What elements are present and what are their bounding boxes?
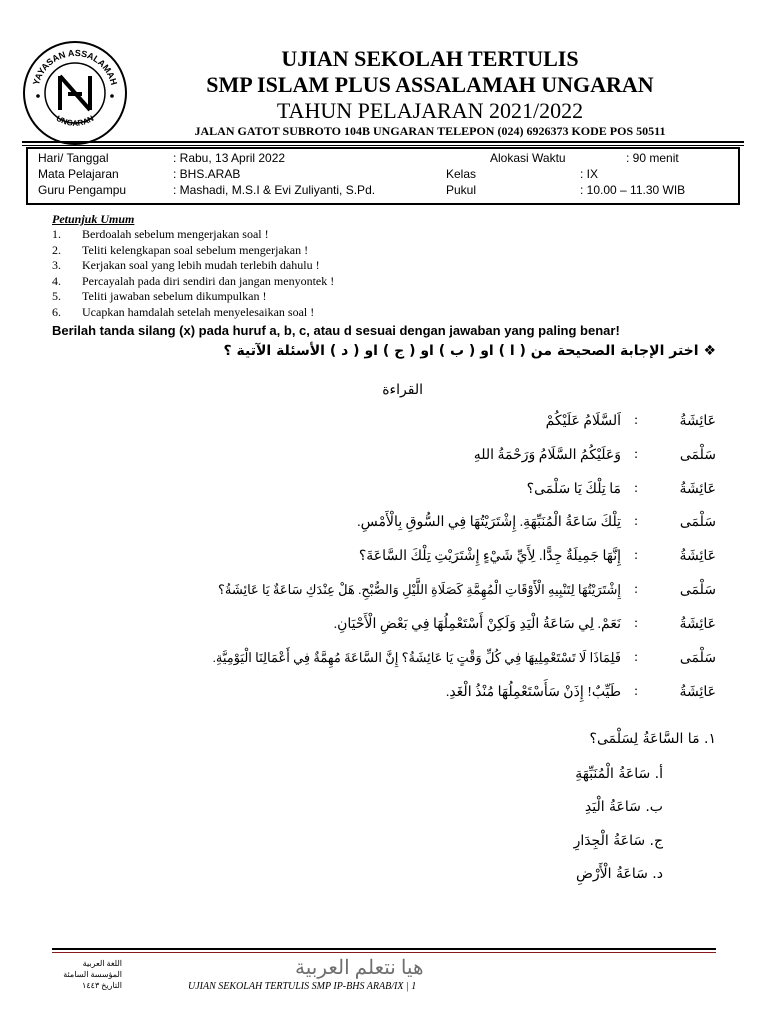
dialogue-line: سَلْمَى : تِلْكَ سَاعَةُ الْمُنَبِّهَةِ. إِشْتَرَيْتُهَا فِي السُّوقِ بِالْأَمْسِ. (357, 514, 716, 530)
exam-info-box (26, 147, 740, 205)
guru-value: : Mashadi, M.S.I & Evi Zuliyanti, S.Pd. (173, 183, 376, 197)
mapel-label: Mata Pelajaran (38, 167, 119, 181)
pukul-value: : 10.00 – 11.30 WIB (580, 183, 686, 197)
alokasi-label: Alokasi Waktu (490, 151, 566, 165)
dialogue-line: سَلْمَى : فَلِمَاذَا لَا تَسْتَعْمِلِيهَا فِي كُلِّ وَقْتٍ يَا عَائِشَةُ؟ إِنَّ السَّاعَةَ مُهِمَّةٌ فِي أَعْمَالِنَا الْيَوْمِيَّةِ. (212, 650, 716, 666)
footer-arabic-note: اللغة العربية المؤسسة السامئة التاريخ ١٤٤٣ (63, 959, 122, 990)
logo-top-text: YAYASAN ASSALAMAH (30, 47, 120, 87)
instruction-item: 1. Berdoalah sebelum mengerjakan soal ! (52, 227, 269, 241)
dialogue-line: سَلْمَى : إِشْتَرَيْتُهَا لِتَنْبِيهِ الْأَوْقَاتِ الْمُهِمَّةِ كَصَلَاةِ اللَّيْلِ وَالصُّبْحِ. هَلْ عِنْدَكِ سَاعَةٌ يَا عَائِشَةُ؟ (218, 582, 716, 598)
alokasi-value: : 90 menit (626, 151, 679, 165)
header-title-school: SMP ISLAM PLUS ASSALAMAH UNGARAN (206, 72, 654, 97)
header-rule-thin (22, 145, 744, 146)
hari-value: : Rabu, 13 April 2022 (173, 151, 286, 165)
dialogue-line: عَائِشَةُ : نَعَمْ. لِي سَاعَةُ الْيَدِ وَلَكِنْ أَسْتَعْمِلُهَا فِي بَعْضِ الْأَحْيَانِ. (333, 616, 716, 632)
dialogue-line: عَائِشَةُ : اَلسَّلَامُ عَلَيْكُمْ (545, 413, 716, 429)
diamond-bullet-icon: ❖ (703, 343, 716, 359)
footer-rule (52, 948, 716, 950)
instruction-item: 2. Teliti kelengkapan soal sebelum mengerjakan ! (52, 242, 309, 257)
info-row (28, 167, 738, 183)
instructions-title: Petunjuk Umum (52, 212, 135, 226)
header-title-year: TAHUN PELAJARAN 2021/2022 (276, 98, 584, 123)
dialogue-line: سَلْمَى : وَعَلَيْكُمُ السَّلَامُ وَرَحْمَةُ اللهِ (473, 447, 716, 463)
answer-option-b[interactable]: ب. سَاعَةُ الْيَدِ (584, 799, 663, 815)
instruction-item: 6. Ucapkan hamdalah setelah menyelesaikan soal ! (52, 304, 315, 319)
arabic-instruction: ❖ اختر الإجابة الصحيحة من ( ا ) او ( ب ) او ( ج ) او ( د ) الأسئلة الآتية ؟ (223, 343, 716, 359)
info-row (28, 183, 738, 199)
question-1: ١. مَا السَّاعَةُ لِسَلْمَى؟ (589, 731, 716, 747)
guru-label: Guru Pengampu (38, 183, 127, 197)
footer-calligraphy: هيا نتعلم العربية (295, 957, 424, 979)
dialogue-line: عَائِشَةُ : مَا تِلْكَ يَا سَلْمَى؟ (526, 481, 716, 497)
school-logo (22, 40, 128, 146)
instruction-item: 3. Kerjakan soal yang lebih mudah terlebih dahulu ! (52, 258, 320, 272)
dialogue-line: عَائِشَةُ : إِنَّهَا جَمِيلَةٌ جِدًّا. لِأَيِّ شَيْءٍ إِشْتَرَيْتِ تِلْكَ السَّاعَةَ؟ (358, 548, 716, 564)
header-title-exam: UJIAN SEKOLAH TERTULIS (281, 46, 579, 71)
answer-option-a[interactable]: أ. سَاعَةُ الْمُنَبِّهَةِ (575, 766, 663, 782)
footer-rule-red (52, 952, 716, 953)
dialogue-line: عَائِشَةُ : طَيِّبٌ! إِذَنْ سَأَسْتَعْمِلُهَا مُنْذُ الْغَدِ. (445, 684, 716, 700)
header-rule (22, 141, 744, 143)
info-row (28, 151, 738, 167)
general-instructions (52, 212, 712, 320)
reading-title: القراءة (382, 382, 423, 398)
mapel-value: : BHS.ARAB (173, 167, 241, 181)
footer-text: UJIAN SEKOLAH TERTULIS SMP IP-BHS ARAB/IX | 1 (188, 981, 417, 992)
hari-label: Hari/ Tanggal (38, 151, 109, 165)
kelas-label: Kelas (446, 167, 477, 181)
instruction-item: 4. Percayalah pada diri sendiri dan jangan menyontek ! (52, 273, 335, 288)
answer-option-c[interactable]: ج. سَاعَةُ الْجِدَارِ (573, 833, 663, 849)
kelas-value: : IX (580, 167, 599, 181)
logo-emblem-icon (60, 76, 90, 110)
pukul-label: Pukul (446, 183, 477, 197)
answer-instruction: Berilah tanda silang (x) pada huruf a, b, c, atau d sesuai dengan jawaban yang paling benar! (52, 323, 620, 338)
logo-bottom-text: UNGARAN (54, 113, 96, 128)
answer-option-d[interactable]: د. سَاعَةُ الْأَرْضِ (575, 866, 663, 882)
instruction-item: 5. Teliti jawaban sebelum dikumpulkan ! (52, 289, 267, 303)
header-address: JALAN GATOT SUBROTO 104B UNGARAN TELEPON (024) 6926373 KODE POS 50511 (194, 124, 666, 138)
